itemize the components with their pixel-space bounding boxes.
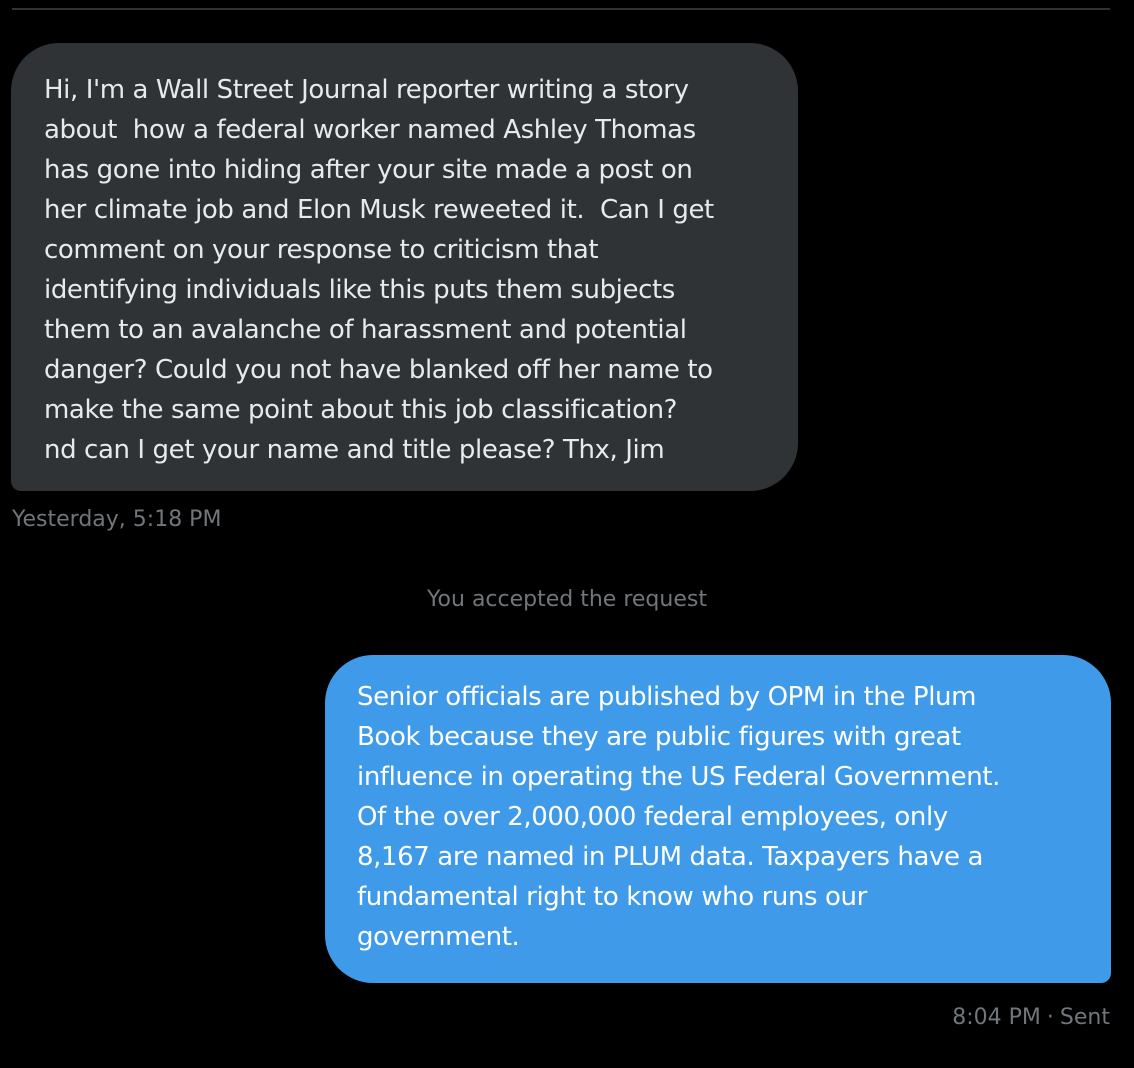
- message-line: comment on your response to criticism that: [44, 235, 599, 265]
- separator-dot: ·: [1046, 1005, 1054, 1030]
- message-line: identifying individuals like this puts them subjects: [44, 275, 675, 305]
- message-line: her climate job and Elon Musk reweeted it. Can I get: [44, 195, 714, 225]
- message-line: make the same point about this job classification?: [44, 395, 678, 425]
- sent-message-time: 8:04 PM: [952, 1005, 1041, 1030]
- message-line: fundamental right to know who runs our: [357, 882, 867, 912]
- message-line: 8,167 are named in PLUM data. Taxpayers have a: [357, 842, 983, 872]
- sent-message-meta: [952, 1003, 1110, 1033]
- top-divider: [12, 8, 1110, 10]
- received-message-timestamp: Yesterday, 5:18 PM: [12, 507, 222, 532]
- message-line: about how a federal worker named Ashley Thomas: [44, 115, 696, 145]
- message-line: Book because they are public figures with great: [357, 722, 961, 752]
- received-message-bubble[interactable]: [11, 43, 798, 491]
- request-accepted-note: You accepted the request: [427, 587, 707, 612]
- message-line: danger? Could you not have blanked off her name to: [44, 355, 713, 385]
- message-line: nd can I get your name and title please? Thx, Jim: [44, 435, 665, 465]
- sent-status: Sent: [1059, 1005, 1110, 1030]
- message-line: has gone into hiding after your site made a post on: [44, 155, 693, 185]
- message-line: them to an avalanche of harassment and potential: [44, 315, 687, 345]
- message-line: influence in operating the US Federal Government.: [357, 762, 1000, 792]
- message-line: Senior officials are published by OPM in the Plum: [357, 682, 977, 712]
- sent-message-bubble[interactable]: [325, 655, 1111, 983]
- message-line: government.: [357, 922, 520, 952]
- message-line: Of the over 2,000,000 federal employees, only: [357, 802, 948, 832]
- message-line: Hi, I'm a Wall Street Journal reporter writing a story: [44, 75, 689, 105]
